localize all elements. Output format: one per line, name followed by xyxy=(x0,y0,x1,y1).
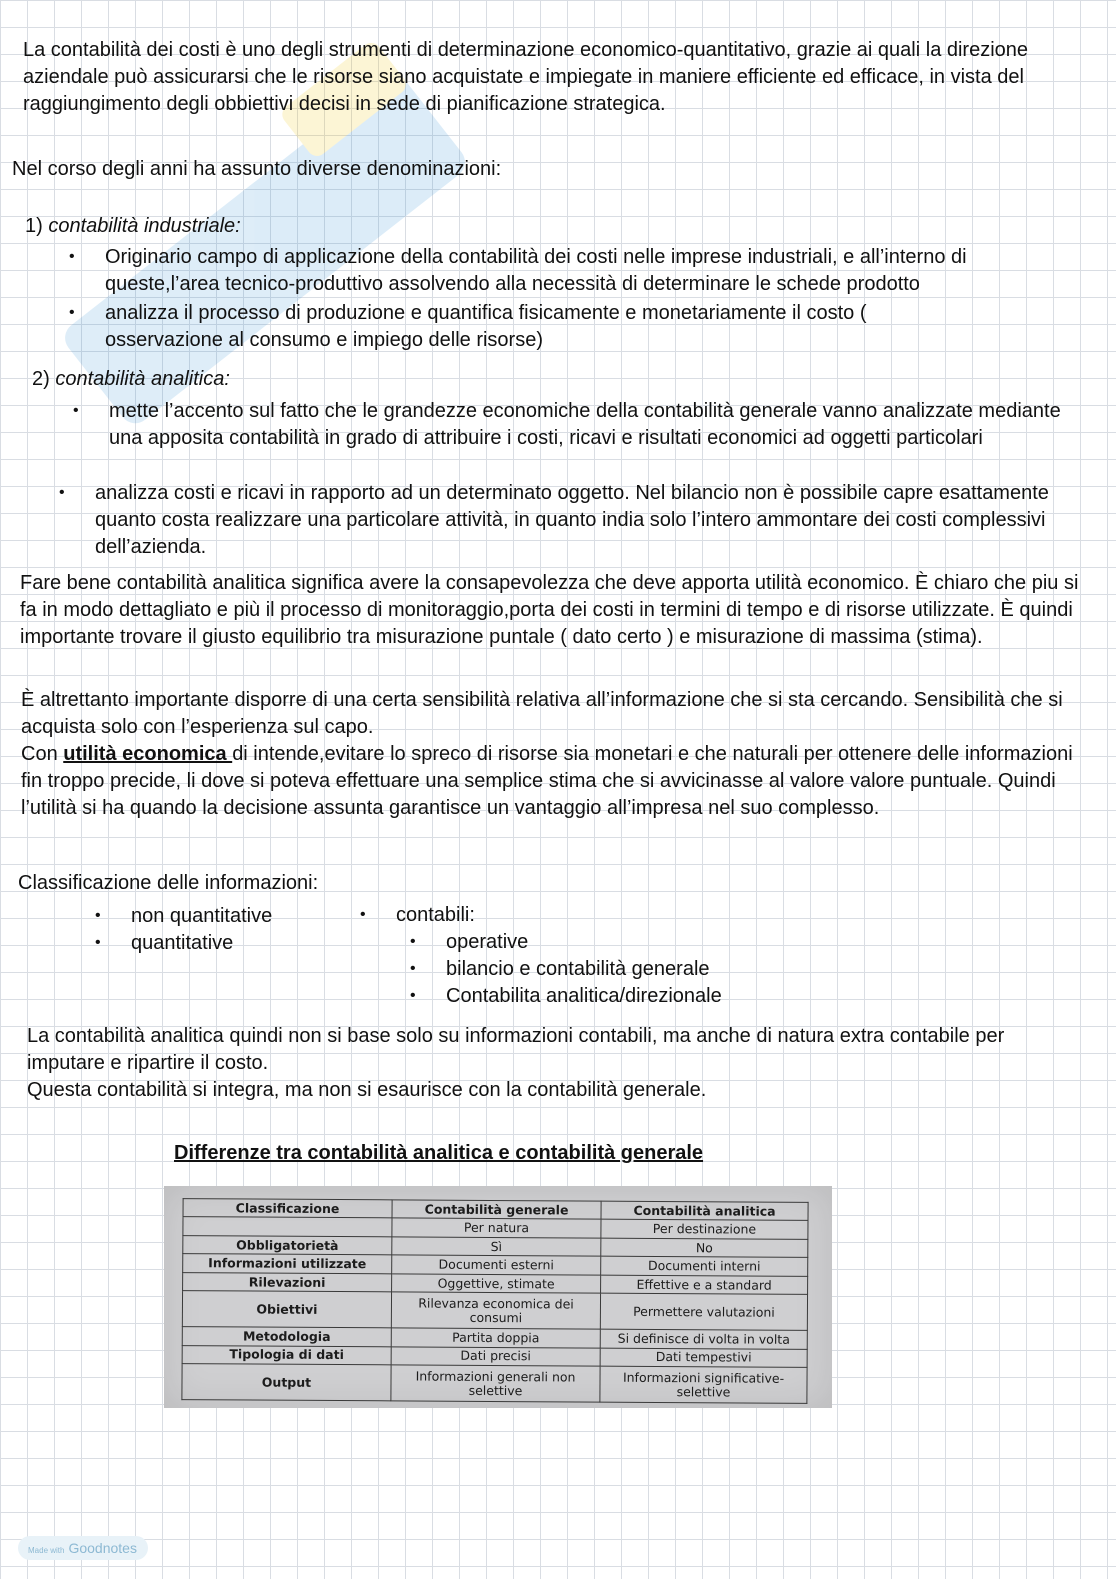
class-sub-item-2-text: bilancio e contabilità generale xyxy=(446,958,710,980)
classificazione-title: Classificazione delle informazioni: xyxy=(18,872,319,894)
table-cell: No xyxy=(601,1238,808,1258)
table-cell: Dati tempestivi xyxy=(600,1348,807,1368)
table-cell: Informazioni significative-selettive xyxy=(600,1366,807,1403)
bullet-icon: • xyxy=(410,960,416,977)
heading-industriale xyxy=(25,213,241,240)
table-cell: Effettive e a standard xyxy=(601,1275,808,1295)
table-cell: Oggettive, stimate xyxy=(392,1274,601,1294)
bullet-icon: • xyxy=(410,987,416,1004)
class-left-item-2 xyxy=(95,930,234,957)
industriale-bullet-1-text: Originario campo di applicazione della contabilità dei costi nelle imprese industriali, e all’interno di queste,l’area tecnico-produttivo assolvendo alla necessità di determinare le schede prodotto xyxy=(105,246,967,295)
bullet-icon: • xyxy=(69,304,75,321)
analitica-bullet-1 xyxy=(73,398,1089,452)
table-row-label xyxy=(183,1217,392,1237)
table-row-label: Metodologia xyxy=(182,1327,391,1347)
bullet-icon: • xyxy=(95,934,101,951)
table-cell: Dati precisi xyxy=(391,1347,600,1367)
differenze-title: Differenze tra contabilità analitica e contabilità generale xyxy=(174,1142,704,1164)
class-contabili-text: contabili: xyxy=(396,904,475,926)
bullet-icon: • xyxy=(95,907,101,924)
bullet-icon: • xyxy=(360,906,366,923)
table-cell: Informazioni generali non selettive xyxy=(391,1365,600,1402)
table-row-label: Obiettivi xyxy=(182,1291,391,1328)
table-cell: Per natura xyxy=(392,1218,601,1238)
analitica-bullet-2-text: analizza costi e ricavi in rapporto ad un determinato oggetto. Nel bilancio non è possibile capre esattamente quanto costa realizzare una particolare attività, in quanto india solo l’intero ammontare dei costi complessivi dell’azienda. xyxy=(95,482,1049,558)
industriale-bullet-2 xyxy=(69,300,985,354)
table-header-cell: Contabilità analitica xyxy=(601,1201,808,1221)
class-contabili xyxy=(360,902,475,929)
table-cell: Si definisce di volta in volta xyxy=(600,1329,807,1349)
paragraph-utilita xyxy=(21,741,1091,821)
table-row-label: Output xyxy=(182,1364,391,1401)
heading-analitica-title: contabilità analitica: xyxy=(55,368,230,390)
made-with-label: Made with xyxy=(28,1546,65,1555)
table-row-label: Rilevazioni xyxy=(183,1273,392,1293)
table-cell: Rilevanza economica dei consumi xyxy=(391,1292,600,1329)
class-left-item-1 xyxy=(95,903,273,930)
bullet-icon: • xyxy=(410,933,416,950)
paragraph-extra-contabile: La contabilità analitica quindi non si base solo su informazioni contabili, ma anche di natura extra contabile per imputare e ripartire il costo. xyxy=(27,1025,1005,1074)
table-cell: Documenti interni xyxy=(601,1257,808,1277)
paragraph-equilibrio: Fare bene contabilità analitica significa avere la consapevolezza che deve apporta utilità economico. È chiaro che piu si fa in modo dettagliato e più il processo di monitoraggio,porta dei costi in termini di tempo e di risorse utilizzate. È quindi importante trovare il giusto equilibrio tra misurazione puntale ( dato certo ) e misurazione di massima (stima). xyxy=(20,572,1079,648)
table-header-cell: Classificazione xyxy=(183,1199,392,1219)
paragraph-integra: Questa contabilità si integra, ma non si esaurisce con la contabilità generale. xyxy=(27,1079,707,1101)
bullet-icon: • xyxy=(59,484,65,501)
heading-industriale-title: contabilità industriale: xyxy=(48,215,241,237)
goodnotes-badge xyxy=(18,1536,148,1560)
class-left-item-2-text: quantitative xyxy=(131,932,234,954)
differenze-table-image xyxy=(164,1186,832,1408)
table-cell: Documenti esterni xyxy=(392,1255,601,1275)
utilita-economica-term: utilità economica xyxy=(63,743,233,765)
industriale-bullet-1 xyxy=(69,244,1070,298)
bullet-icon: • xyxy=(69,248,75,265)
differenze-table xyxy=(181,1198,808,1404)
class-sub-item-2 xyxy=(410,956,710,983)
table-row-label: Informazioni utilizzate xyxy=(183,1254,392,1274)
denominazioni-line: Nel corso degli anni ha assunto diverse denominazioni: xyxy=(12,158,502,180)
heading-analitica-num: 2) xyxy=(32,368,50,390)
heading-industriale-num: 1) xyxy=(25,215,43,237)
table-cell: Permettere valutazioni xyxy=(600,1294,807,1331)
table-cell: Per destinazione xyxy=(601,1220,808,1240)
paragraph-sensibilita: È altrettanto importante disporre di una certa sensibilità relativa all’informazione che si sta cercando. Sensibilità che si acquista solo con l’esperienza sul capo. xyxy=(21,689,1063,738)
table-row-label: Obbligatorietà xyxy=(183,1236,392,1256)
analitica-bullet-1-text: mette l’accento sul fatto che le grandezze economiche della contabilità generale vanno analizzate mediante una apposita contabilità in grado di attribuire i costi, ricavi e risultati economici ad oggetti particolari xyxy=(109,400,1061,449)
class-sub-item-1 xyxy=(410,929,529,956)
table-row xyxy=(182,1291,807,1331)
table-row xyxy=(182,1364,807,1404)
utilita-pre: Con xyxy=(21,743,64,765)
goodnotes-brand: Goodnotes xyxy=(68,1540,137,1556)
bullet-icon: • xyxy=(73,402,79,419)
analitica-bullet-2 xyxy=(59,480,1090,560)
industriale-bullet-2-text: analizza il processo di produzione e quantifica fisicamente e monetariamente il costo ( osservazione al consumo e impiego delle risorse) xyxy=(105,302,867,351)
table-row-label: Tipologia di dati xyxy=(182,1345,391,1365)
class-sub-item-1-text: operative xyxy=(446,931,529,953)
utilita-post: di intende,evitare lo spreco di risorse sia monetari e che naturali per ottenere delle informazioni fin troppo precide, li dove si poteva effettuare una semplice stima che si avvicinasse al valore valore puntuale. Quindi l’utilità si ha quando la decisione assunta garantisce un vantaggio all’impresa nel suo complesso. xyxy=(21,743,1073,819)
table-cell: Sì xyxy=(392,1237,601,1257)
class-left-item-1-text: non quantitative xyxy=(131,905,273,927)
heading-analitica xyxy=(32,366,230,393)
class-sub-item-3-text: Contabilita analitica/direzionale xyxy=(446,985,722,1007)
table-cell: Partita doppia xyxy=(391,1328,600,1348)
class-sub-item-3 xyxy=(410,983,722,1010)
table-header-cell: Contabilità generale xyxy=(392,1200,601,1220)
intro-paragraph: La contabilità dei costi è uno degli strumenti di determinazione economico-quantitativo, grazie ai quali la direzione aziendale può assicurarsi che le risorse siano acquistate e impiegate in maniere efficiente ed efficace, in vista del raggiungimento degli obbiettivi decisi in sede di pianificazione strategica. xyxy=(23,39,1029,115)
